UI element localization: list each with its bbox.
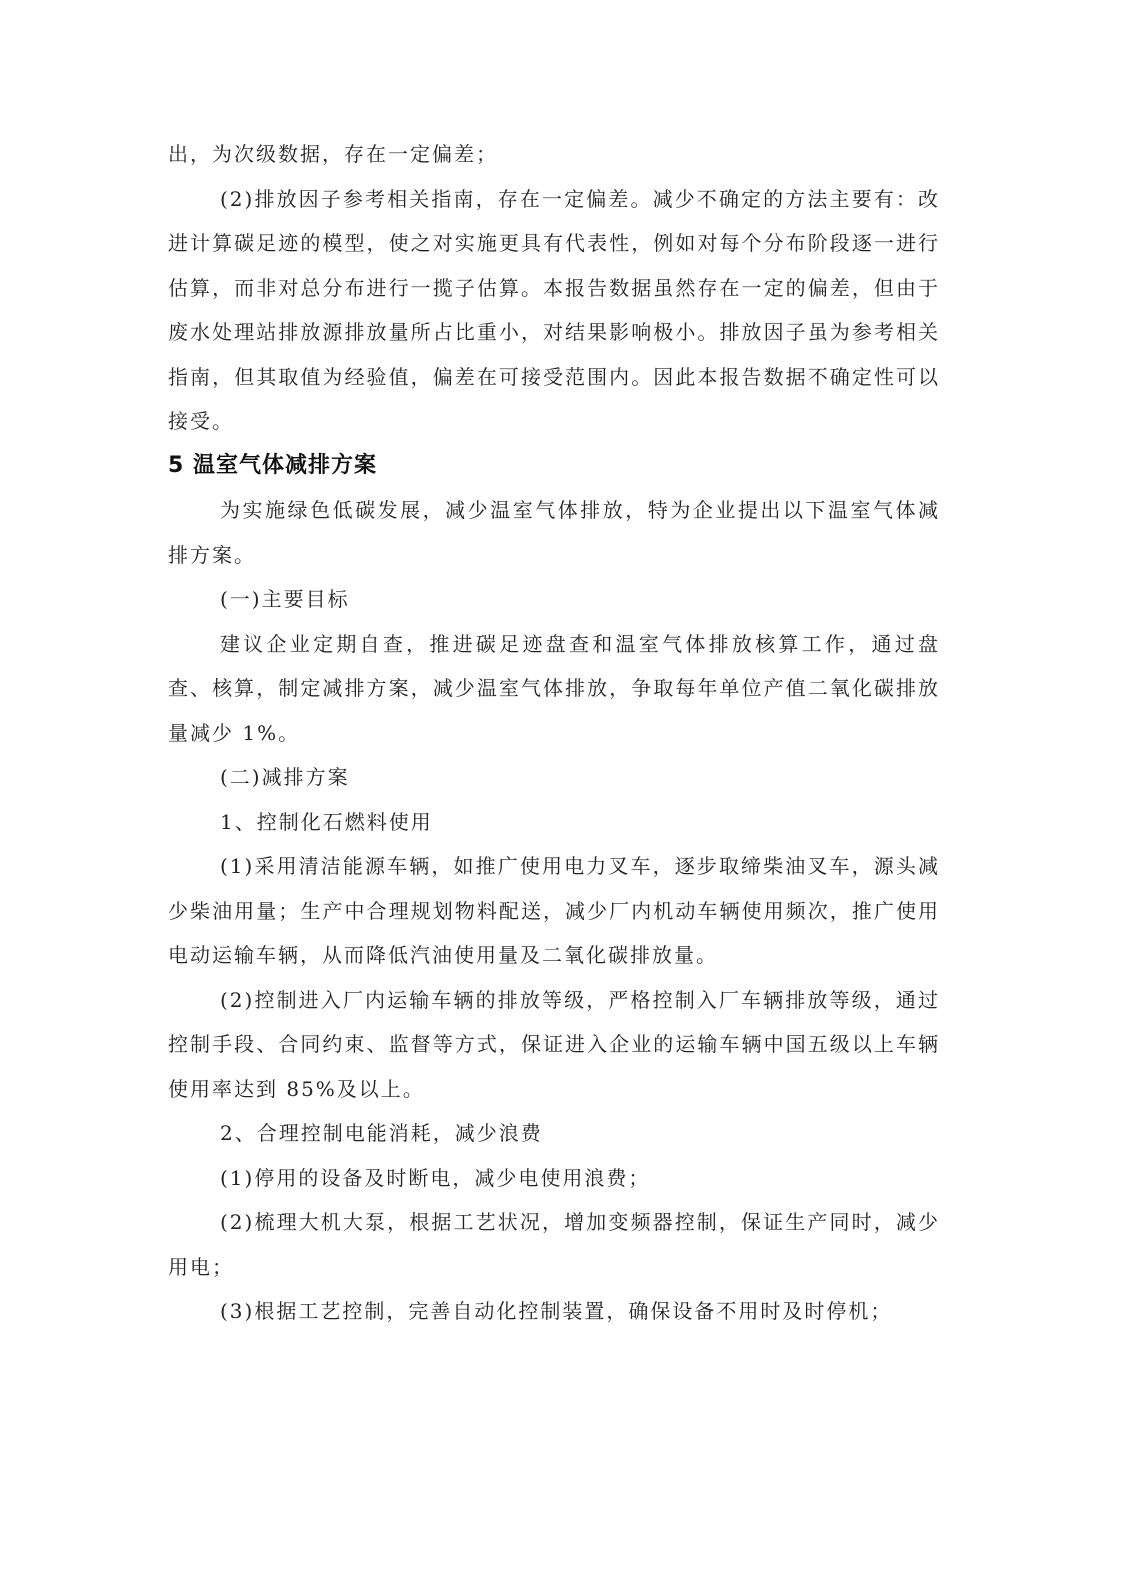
item-1-2: (2)控制进入厂内运输车辆的排放等级，严格控制入厂车辆排放等级，通过控制手段、合同约束、监督等方式，保证进入企业的运输车辆中国五级以上车辆使用率达到 85%及以上。 [168,987,940,1101]
section-heading: 5 温室气体减排方案 [168,452,377,478]
subheading-main-goal: (一)主要目标 [220,587,350,611]
paragraph-goal: 建议企业定期自查，推进碳足迹盘查和温室气体排放核算工作，通过盘查、核算，制定减排方案，减少温室气体排放，争取每年单位产值二氧化碳排放量减少 1%。 [168,631,940,745]
subheading-reduction-plan: (二)减排方案 [220,765,350,789]
item-2-1: (1)停用的设备及时断电，减少电使用浪费； [220,1165,651,1190]
paragraph-continuation: 出，为次级数据，存在一定偏差； [168,142,498,166]
paragraph-emission-factor: (2)排放因子参考相关指南，存在一定偏差。减少不确定的方法主要有：改进计算碳足迹的模型，使之对实施更具有代表性，例如对每个分布阶段逐一进行估算，而非对总分布进行一揽子估算。本报告数据虽然存在一定的偏差，但由于废水处理站排放源排放量所占比重小，对结果影响极小。排放因子虽为参考相关指南，但其取值为经验值，偏差在可接受范围内。因此本报告数据不确定性可以接受。 [168,186,940,433]
paragraph-intro: 为实施绿色低碳发展，减少温室气体排放，特为企业提出以下温室气体减排方案。 [168,498,940,567]
item-1-1: (1)采用清洁能源车辆，如推广使用电力叉车，逐步取缔柴油叉车，源头减少柴油用量；生产中合理规划物料配送，减少厂内机动车辆使用频次，推广使用电动运输车辆，从而降低汽油使用量及二氧化碳排放量。 [168,854,940,967]
item-2-2: (2)梳理大机大泵，根据工艺状况，增加变频器控制，保证生产同时，减少用电； [168,1210,940,1279]
document-body [168,132,940,1334]
item-1-title: 1、控制化石燃料使用 [220,809,433,834]
item-2-3: (3)根据工艺控制，完善自动化控制装置，确保设备不用时及时停机； [220,1299,893,1323]
item-2-title: 2、合理控制电能消耗，减少浪费 [220,1121,543,1145]
